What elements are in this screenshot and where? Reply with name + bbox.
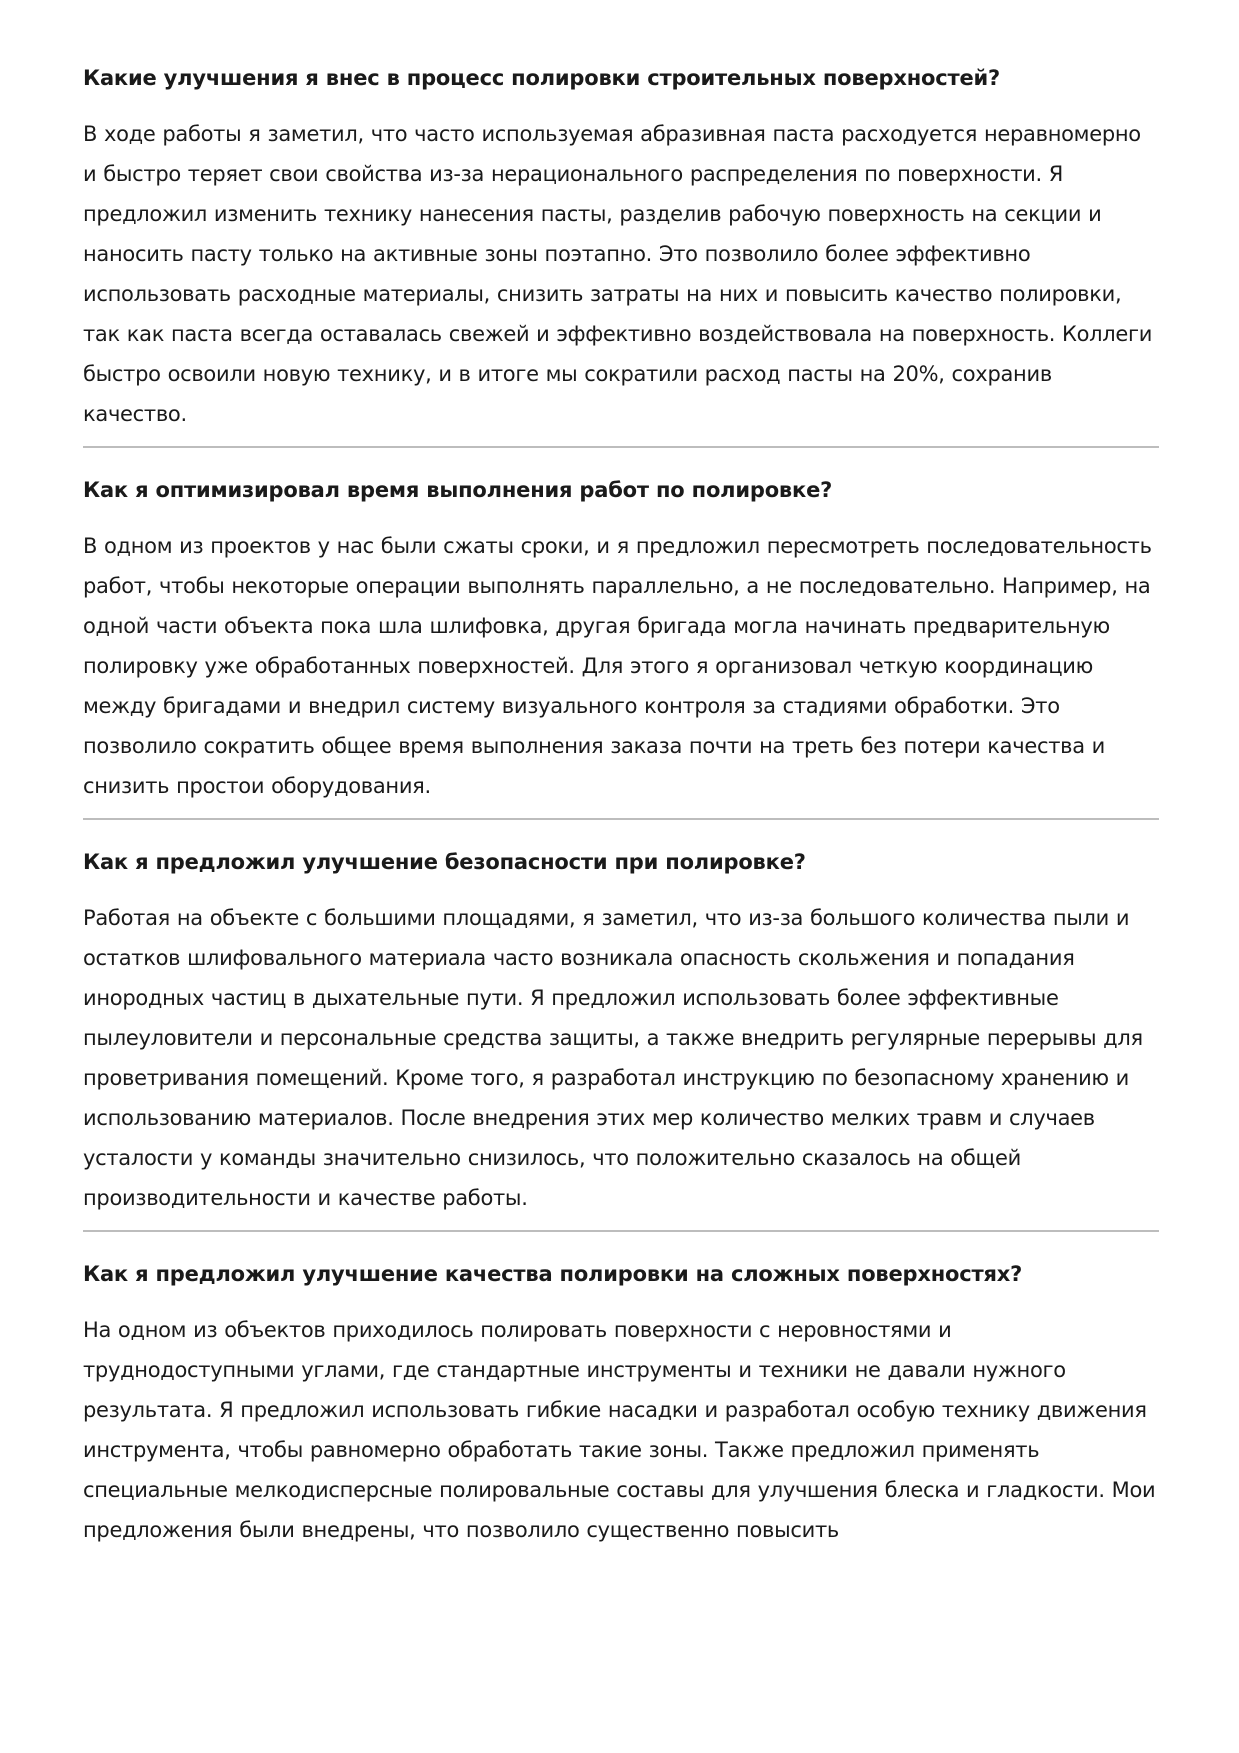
qa-section [83, 472, 1159, 806]
answer-paragraph: На одном из объектов приходилось полировать поверхности с неровностями и труднодоступными углами, где стандартные инструменты и техники не давали нужного результата. Я предложил использовать гибкие насадки и разработал особую технику движения инструмента, чтобы равномерно обработать такие зоны. Также предложил применять специальные мелкодисперсные полировальные составы для улучшения блеска и гладкости. Мои предложения были внедрены, что позволило существенно повысить [83, 1318, 1156, 1542]
qa-section [83, 844, 1159, 1218]
section-divider [83, 1230, 1159, 1232]
qa-section [83, 60, 1159, 434]
section-divider [83, 446, 1159, 448]
section-divider [83, 818, 1159, 820]
answer-paragraph: Работая на объекте с большими площадями, я заметил, что из-за большого количества пыли и остатков шлифовального материала часто возникала опасность скольжения и попадания инородных частиц в дыхательные пути. Я предложил использовать более эффективные пылеуловители и персональные средства защиты, а также внедрить регулярные перерывы для проветривания помещений. Кроме того, я разработал инструкцию по безопасному хранению и использованию материалов. После внедрения этих мер количество мелких травм и случаев усталости у команды значительно снизилось, что положительно сказалось на общей производительности и качестве работы. [83, 906, 1143, 1210]
qa-section [83, 1256, 1159, 1550]
question-heading: Как я предложил улучшение качества полировки на сложных поверхностях? [83, 1262, 1023, 1286]
question-heading: Какие улучшения я внес в процесс полировки строительных поверхностей? [83, 66, 1000, 90]
answer-paragraph: В одном из проектов у нас были сжаты сроки, и я предложил пересмотреть последовательность работ, чтобы некоторые операции выполнять параллельно, а не последовательно. Например, на одной части объекта пока шла шлифовка, другая бригада могла начинать предварительную полировку уже обработанных поверхностей. Для этого я организовал четкую координацию между бригадами и внедрил систему визуального контроля за стадиями обработки. Это позволило сократить общее время выполнения заказа почти на треть без потери качества и снизить простои оборудования. [83, 534, 1152, 798]
question-heading: Как я предложил улучшение безопасности при полировке? [83, 850, 806, 874]
question-heading: Как я оптимизировал время выполнения работ по полировке? [83, 478, 833, 502]
answer-paragraph: В ходе работы я заметил, что часто используемая абразивная паста расходуется неравномерно и быстро теряет свои свойства из-за нерационального распределения по поверхности. Я предложил изменить технику нанесения пасты, разделив рабочую поверхность на секции и наносить пасту только на активные зоны поэтапно. Это позволило более эффективно использовать расходные материалы, снизить затраты на них и повысить качество полировки, так как паста всегда оставалась свежей и эффективно воздействовала на поверхность. Коллеги быстро освоили новую технику, и в итоге мы сократили расход пасты на 20%, сохранив качество. [83, 122, 1153, 426]
